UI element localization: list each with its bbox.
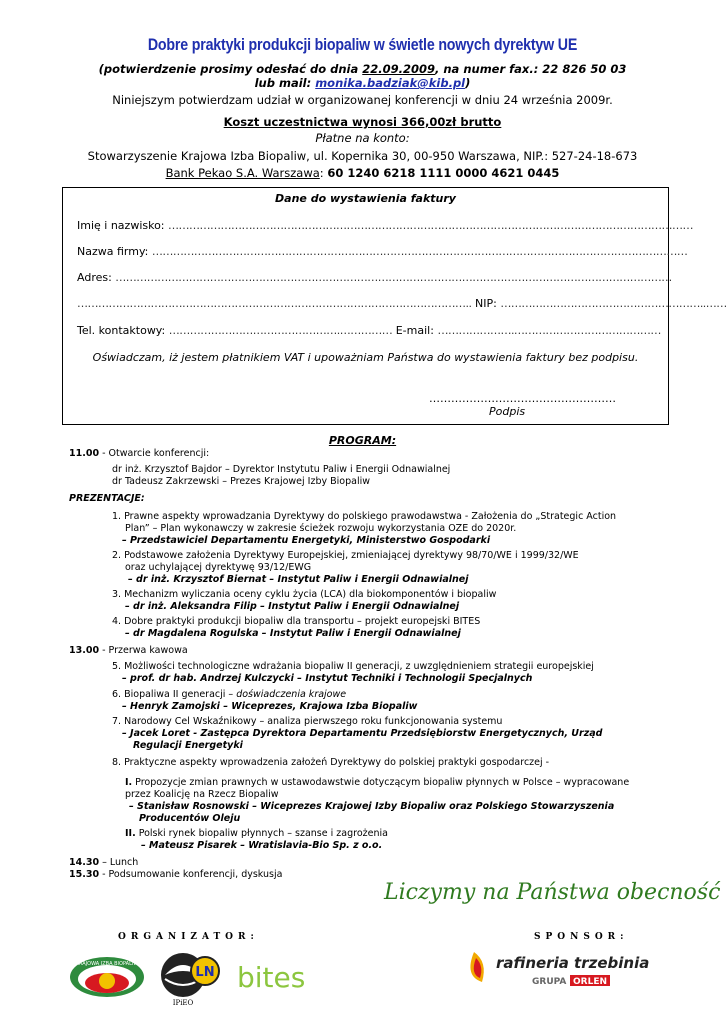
opening-speaker-1: dr inż. Krzysztof Bajdor – Dyrektor Instytutu Paliw i Energii Odnawialnej bbox=[112, 464, 451, 475]
lunch-time: 14.30 bbox=[69, 857, 100, 868]
item-num: 5. bbox=[112, 661, 122, 672]
item-speaker: – dr inż. Krzysztof Biernat – Instytut Paliw i Energii Odnawialnej bbox=[128, 574, 469, 585]
opening-label: - Otwarcie konferencji: bbox=[99, 448, 210, 459]
ipieo-logo bbox=[157, 951, 223, 1006]
kib-logo-text: KRAJOWA IZBA BIOPALIW bbox=[75, 961, 139, 967]
item-num: 3. bbox=[112, 589, 122, 600]
declaration: Niniejszym potwierdzam udział w organizowanej konferencji w dniu 24 września 2009r. bbox=[112, 93, 613, 107]
item-speaker: – dr inż. Aleksandra Filip – Instytut Paliw i Energii Odnawialnej bbox=[125, 601, 460, 612]
item-3 bbox=[112, 589, 496, 613]
nip-field[interactable] bbox=[77, 297, 727, 310]
vat-statement: Oświadczam, iż jestem płatnikiem VAT i upoważniam Państwa do wystawienia faktury bez podpisu. bbox=[92, 351, 639, 364]
email-label: E-mail: bbox=[395, 324, 438, 337]
ln-logo-text: LN bbox=[195, 965, 215, 980]
confirm-date: 22.09.2009 bbox=[362, 62, 435, 76]
item-8 bbox=[112, 757, 549, 769]
item-num: 2. bbox=[112, 550, 122, 561]
break-label: - Przerwa kawowa bbox=[99, 645, 188, 656]
phone-label: Tel. kontaktowy: bbox=[77, 324, 169, 337]
invoice-box bbox=[62, 187, 727, 425]
subitem-speaker: – Mateusz Pisarek – Wratislavia-Bio Sp. z o.o. bbox=[141, 840, 383, 851]
item-6 bbox=[112, 689, 417, 713]
subitem-speaker-cont: Producentów Oleju bbox=[139, 813, 241, 824]
opening-time: 11.00 bbox=[69, 448, 100, 459]
item-text: Prawne aspekty wprowadzania Dyrektywy do polskiego prawodawstwa - Założenia do „Strategic Action bbox=[124, 511, 617, 522]
mail-pre: lub mail: bbox=[254, 76, 316, 90]
item-text: Podstawowe założenia Dyrektywy Europejskiej, zmieniającej dyrektywy 98/70/WE i 1999/32/WE bbox=[124, 550, 579, 561]
subitem-num: I. bbox=[125, 777, 133, 788]
ipieo-logo-text: IPiEO bbox=[172, 999, 194, 1007]
opening-speaker-2: dr Tadeusz Zakrzewski – Prezes Krajowej Izby Biopaliw bbox=[112, 476, 370, 487]
lunch-line bbox=[69, 857, 138, 869]
sponsor-name: rafineria trzebinia bbox=[496, 954, 650, 972]
item-speaker: – Przedstawiciel Departamentu Energetyki, Ministerstwo Gospodarki bbox=[122, 535, 491, 546]
mail-line bbox=[0, 76, 725, 90]
item-speaker-cont: Regulacji Energetyki bbox=[133, 740, 243, 751]
subitem-1 bbox=[125, 777, 629, 825]
contact-field[interactable] bbox=[77, 324, 661, 337]
account-holder: Stowarzyszenie Krajowa Izba Biopaliw, ul. Kopernika 30, 00-950 Warszawa, NIP.: 527-24-18-673 bbox=[87, 149, 638, 163]
item-num: 4. bbox=[112, 616, 122, 627]
subitem-text: Polski rynek biopaliw płynnych – szanse i zagrożenia bbox=[135, 828, 388, 839]
item-7 bbox=[112, 716, 602, 752]
item-text-italic: doświadczenia krajowe bbox=[236, 689, 347, 700]
company-field[interactable] bbox=[77, 245, 688, 258]
item-num: 1. bbox=[112, 511, 122, 522]
cost-line: Koszt uczestnictwa wynosi 366,00zł brutto bbox=[223, 115, 502, 129]
bank-sep: : bbox=[319, 166, 328, 180]
sponsor-group: GRUPA bbox=[532, 977, 567, 987]
sponsor-logo bbox=[462, 948, 650, 988]
subitem-num: II. bbox=[125, 828, 136, 839]
address-dots-2: ………………………………………………………………………………………………….. bbox=[77, 297, 472, 310]
organizer-label: ORGANIZATOR: bbox=[118, 932, 259, 942]
company-label: Nazwa firmy: bbox=[77, 245, 152, 258]
bank-line bbox=[0, 166, 725, 180]
summary-time: 15.30 bbox=[69, 869, 100, 880]
item-speaker: – Henryk Zamojski – Wiceprezes, Krajowa Izba Biopaliw bbox=[122, 701, 418, 712]
payable-label: Płatne na konto: bbox=[315, 131, 410, 145]
sponsor-label: SPONSOR: bbox=[534, 932, 629, 942]
mail-post: ) bbox=[465, 76, 471, 90]
break-line bbox=[69, 645, 188, 657]
address-dots: …………………………………………………………………………………………………………………………………………… bbox=[115, 271, 672, 284]
item-text: Mechanizm wyliczania oceny cyklu życia (LCA) dla biokomponentów i biopaliw bbox=[124, 589, 497, 600]
item-2 bbox=[112, 550, 579, 586]
item-num: 6. bbox=[112, 689, 122, 700]
item-text: Biopaliwa II generacji – bbox=[124, 689, 237, 700]
sponsor-brand: ORLEN bbox=[573, 977, 607, 987]
subitem-2 bbox=[125, 828, 388, 852]
program-heading: PROGRAM: bbox=[328, 434, 397, 447]
address-field[interactable] bbox=[77, 271, 672, 284]
opening-line bbox=[69, 448, 209, 460]
item-5 bbox=[112, 661, 594, 685]
item-text: oraz uchylającej dyrektywę 93/12/EWG bbox=[125, 562, 312, 573]
subitem-speaker: – Stanisław Rosnowski – Wiceprezes Krajowej Izby Biopaliw oraz Polskiego Stowarzyszenia bbox=[129, 801, 615, 812]
item-4 bbox=[112, 616, 480, 640]
confirm-pre: (potwierdzenie prosimy odesłać do dnia bbox=[98, 62, 363, 76]
signature-label: Podpis bbox=[489, 405, 526, 418]
presentations-label: PREZENTACJE: bbox=[69, 493, 145, 504]
item-num: 8. bbox=[112, 757, 122, 768]
document-title: Dobre praktyki produkcji biopaliw w świetle nowych dyrektyw UE bbox=[147, 36, 578, 54]
subitem-text: Propozycje zmian prawnych w ustawodawstwie dotyczącym biopaliw płynnych w Polsce – wypracowane bbox=[132, 777, 630, 788]
item-text: Praktyczne aspekty wprowadzenia założeń Dyrektywy do polskiej praktyki gospodarczej - bbox=[124, 757, 550, 768]
company-dots: ……………………………………………………………………………………………………………………………………… bbox=[151, 245, 688, 258]
bites-logo-text: bites bbox=[237, 961, 306, 994]
email-dots: ………………….…………………………………… bbox=[437, 324, 661, 337]
break-time: 13.00 bbox=[69, 645, 100, 656]
item-1 bbox=[112, 511, 616, 547]
name-field[interactable] bbox=[77, 219, 694, 232]
item-speaker: – dr Magdalena Rogulska – Instytut Paliw i Energii Odnawialnej bbox=[125, 628, 461, 639]
summary-line bbox=[69, 869, 282, 881]
name-dots: …………………………………………………………………………………………………………………………………… bbox=[168, 219, 694, 232]
kib-logo bbox=[68, 955, 146, 999]
summary-label: - Podsumowanie konferencji, dyskusja bbox=[99, 869, 283, 880]
nip-label: NIP: bbox=[475, 297, 501, 310]
slogan: Liczymy na Państwa obecność bbox=[384, 880, 721, 905]
item-speaker: – Jacek Loret - Zastępca Dyrektora Departamentu Przedsiębiorstw Energetycznych, Urząd bbox=[122, 728, 603, 739]
name-label: Imię i nazwisko: bbox=[77, 219, 169, 232]
bites-logo bbox=[235, 955, 325, 995]
nip-dots: …………………………………………………..…… bbox=[500, 297, 727, 310]
signature-line: …………………………………………… bbox=[429, 392, 616, 405]
bank-name: Bank Pekao S.A. Warszawa bbox=[165, 166, 320, 180]
bank-account: 60 1240 6218 1111 0000 4621 0445 bbox=[327, 166, 560, 180]
item-text: Narodowy Cel Wskaźnikowy – analiza pierwszego roku funkcjonowania systemu bbox=[124, 716, 503, 727]
item-num: 7. bbox=[112, 716, 122, 727]
item-text: Dobre praktyki produkcji biopaliw dla transportu – projekt europejski BITES bbox=[124, 616, 481, 627]
lunch-label: – Lunch bbox=[99, 857, 139, 868]
item-text: Możliwości technologiczne wdrażania biopaliw II generacji, z uwzględnieniem strategii europejskiej bbox=[124, 661, 594, 672]
confirm-line bbox=[0, 62, 725, 76]
item-text: Plan” – Plan wykonawczy w zakresie ścieżek rozwoju wykorzystania OZE do 2020r. bbox=[125, 523, 517, 534]
invoice-heading: Dane do wystawienia faktury bbox=[275, 192, 456, 205]
address-label: Adres: bbox=[77, 271, 116, 284]
phone-dots: ………………………………………….…………… bbox=[168, 324, 393, 337]
mail-link[interactable]: monika.badziak@kib.pl bbox=[315, 76, 466, 90]
confirm-fax: , na numer fax.: 22 826 50 03 bbox=[435, 62, 627, 76]
subitem-text: przez Koalicję na Rzecz Biopaliw bbox=[125, 789, 279, 800]
item-speaker: – prof. dr hab. Andrzej Kulczycki – Instytut Techniki i Technologii Specjalnych bbox=[122, 673, 533, 684]
